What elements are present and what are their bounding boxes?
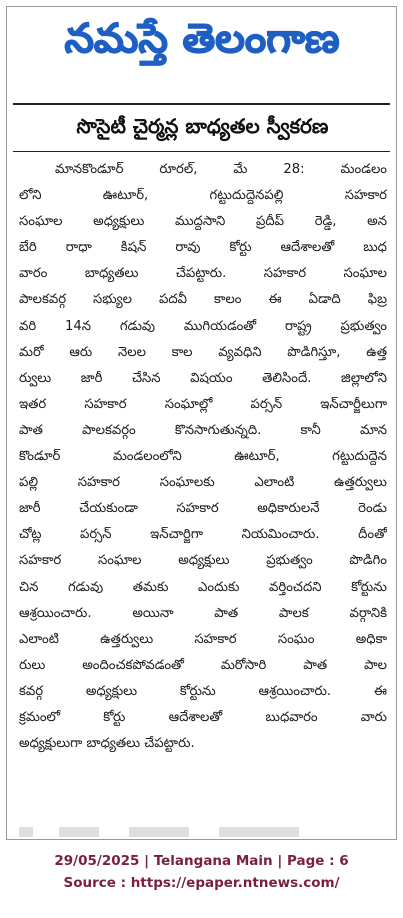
article-line: బేరి రాధా కిషన్ రావు కోర్టు ఆదేశాలతో బుధ xyxy=(19,240,387,256)
article-line: లోని ఊటూర్, గట్టుదుద్దెనపల్లి సహకార xyxy=(19,188,387,204)
cut-off-next-line xyxy=(19,827,319,837)
headline-top-rule xyxy=(13,103,390,105)
article-line: పాలకవర్గ సభ్యుల పదవీ కాలం ఈ ఏడాది ఫిబ్ర xyxy=(19,292,387,308)
article-line: అధ్యక్షులుగా బాధ్యతలు చేపట్టారు. xyxy=(19,736,195,752)
article-line: పల్లి సహకార సంఘాలకు ఎలాంటి ఉత్తర్వులు xyxy=(19,475,387,491)
article-line: చిన గడువు తమకు ఎందుకు వర్తించదని కోర్టును xyxy=(19,579,387,595)
article-line: కవర్గ అధ్యక్షులు కోర్టును ఆశ్రయించారు. ఈ xyxy=(19,683,387,699)
article-line: సంఘాల అధ్యక్షులు ముద్దసాని ప్రదీప్ రెడ్డి, అన xyxy=(19,214,387,230)
article-line: ఆశ్రయించారు. అయినా పాత పాలక వర్గానికి xyxy=(19,605,387,621)
epaper-clipping xyxy=(6,6,397,840)
article-line: వరి 14న గడువు ముగియడంతో రాష్ట్ర ప్రభుత్వం xyxy=(19,318,387,334)
article-line: వారం బాధ్యతలు చేపట్టారు. సహకార సంఘాల xyxy=(19,266,387,282)
article-line: ఎలాంటి ఉత్తర్వులు సహకార సంఘం అధికా xyxy=(19,631,387,647)
article-line: ర్వులు జారీ చేసిన విషయం తెలిసిందే. జిల్లాలోని xyxy=(19,370,387,386)
article-line: ఇతర సహకార సంఘాల్లో పర్సన్ ఇన్‌చార్జీలుగా xyxy=(19,396,387,412)
article-line: మానకొండూర్ రూరల్, మే 28: మండలం xyxy=(55,162,387,177)
article-line: జారీ చేయకుండా సహకార అధికారులనే రెండు xyxy=(19,501,387,517)
article-line: మరో ఆరు నెలల కాల వ్యవధిని పొడిగిస్తూ, ఉత్త xyxy=(19,344,387,360)
source-footer xyxy=(0,850,403,894)
article-line: రులు అందించకపోవడంతో మరోసారి పాత పాల xyxy=(19,657,387,673)
article-body xyxy=(19,157,387,757)
masthead xyxy=(15,13,390,75)
headline-bottom-rule xyxy=(13,151,390,152)
masthead-title: నమస్తే తెలంగాణ xyxy=(64,16,341,62)
article-line: క్రమంలో కోర్టు ఆదేశాలతో బుధవారం వారు xyxy=(19,709,387,725)
article-line: కొండూర్ మండలంలోని ఊటూర్, గట్టుదుద్దెన xyxy=(19,449,387,465)
article-line: చోట్ల పర్సన్ ఇన్‌చార్జిగా నియమించారు. దీంతో xyxy=(19,527,387,543)
article-line: సహకార సంఘాల అధ్యక్షులు ప్రభుత్వం పొడిగిం xyxy=(19,553,387,569)
article-headline: సొసైటీ చైర్మన్ల బాధ్యతల స్వీకరణ xyxy=(76,113,329,138)
footer-date-page: 29/05/2025 | Telangana Main | Page : 6 xyxy=(54,853,349,869)
footer-source-link[interactable]: Source : https://epaper.ntnews.com/ xyxy=(63,875,340,891)
article-line: పాత పాలకవర్గం కొనసాగుతున్నది. కానీ మాన xyxy=(19,422,387,438)
